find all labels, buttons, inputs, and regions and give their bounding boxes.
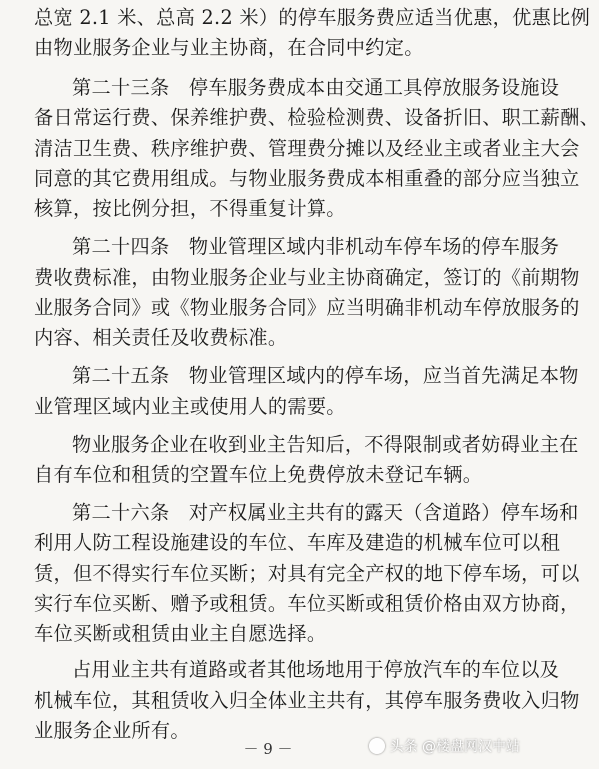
text-line: 自有车位和租赁的空置车位上免费停放未登记车辆。 (34, 463, 483, 486)
text-line: 同意的其它费用组成。与物业服务费成本相重叠的部分应当独立 (34, 167, 580, 190)
article-23-heading-line: 第二十三条 停车服务费成本由交通工具停放服务设施设 (72, 76, 560, 99)
text-line: 费收费标准，由物业服务企业与业主协商确定，签订的《前期物 (34, 266, 580, 289)
paragraph-start-line: 占用业主共有道路或者其他场地用于停放汽车的车位以及 (72, 658, 560, 681)
article-26-heading-line: 第二十六条 对产权属业主共有的露天（含道路）停车场和 (72, 501, 579, 524)
watermark-text: 头条 @楼盘网汉中站 (389, 739, 520, 755)
text-line: 清洁卫生费、秩序维护费、管理费分摊以及经业主或者业主大会 (34, 137, 580, 160)
text-line: 机械车位，其租赁收入归全体业主共有，其停车服务费收入归物 (34, 689, 580, 712)
text-line: 车位买断或租赁由业主自愿选择。 (34, 622, 327, 645)
article-25-heading-line: 第二十五条 物业管理区域内的停车场，应当首先满足本物 (72, 364, 579, 387)
camera-icon (369, 738, 385, 754)
text-line: 业服务企业所有。 (34, 719, 190, 742)
paragraph-start-line: 物业服务企业在收到业主告知后，不得限制或者妨碍业主在 (72, 433, 579, 456)
text-line: 由物业服务企业与业主协商，在合同中约定。 (34, 36, 424, 59)
text-line: 业服务合同》或《物业服务合同》应当明确非机动车停放服务的 (34, 296, 580, 319)
text-line: 核算，按比例分担，不得重复计算。 (34, 197, 346, 220)
text-line: 实行车位买断、赠予或租赁。车位买断或租赁价格由双方协商， (34, 592, 580, 615)
watermark (369, 736, 520, 756)
text-line: 总宽 2.1 米、总高 2.2 米）的停车服务费应适当优惠，优惠比例 (34, 6, 591, 29)
text-line: 业管理区域内业主或使用人的需要。 (34, 395, 346, 418)
article-24-heading-line: 第二十四条 物业管理区域内非机动车停车场的停车服务 (72, 235, 560, 258)
text-line: 备日常运行费、保养维护费、检验检测费、设备折旧、职工薪酬、 (34, 106, 599, 129)
text-line: 利用人防工程设施建设的车位、车库及建造的机械车位可以租 (34, 531, 561, 554)
text-line: 内容、相关责任及收费标准。 (34, 326, 288, 349)
text-line: 赁，但不得实行车位买断；对具有完全产权的地下停车场，可以 (34, 562, 580, 585)
page-number: － 9 － (243, 740, 293, 758)
